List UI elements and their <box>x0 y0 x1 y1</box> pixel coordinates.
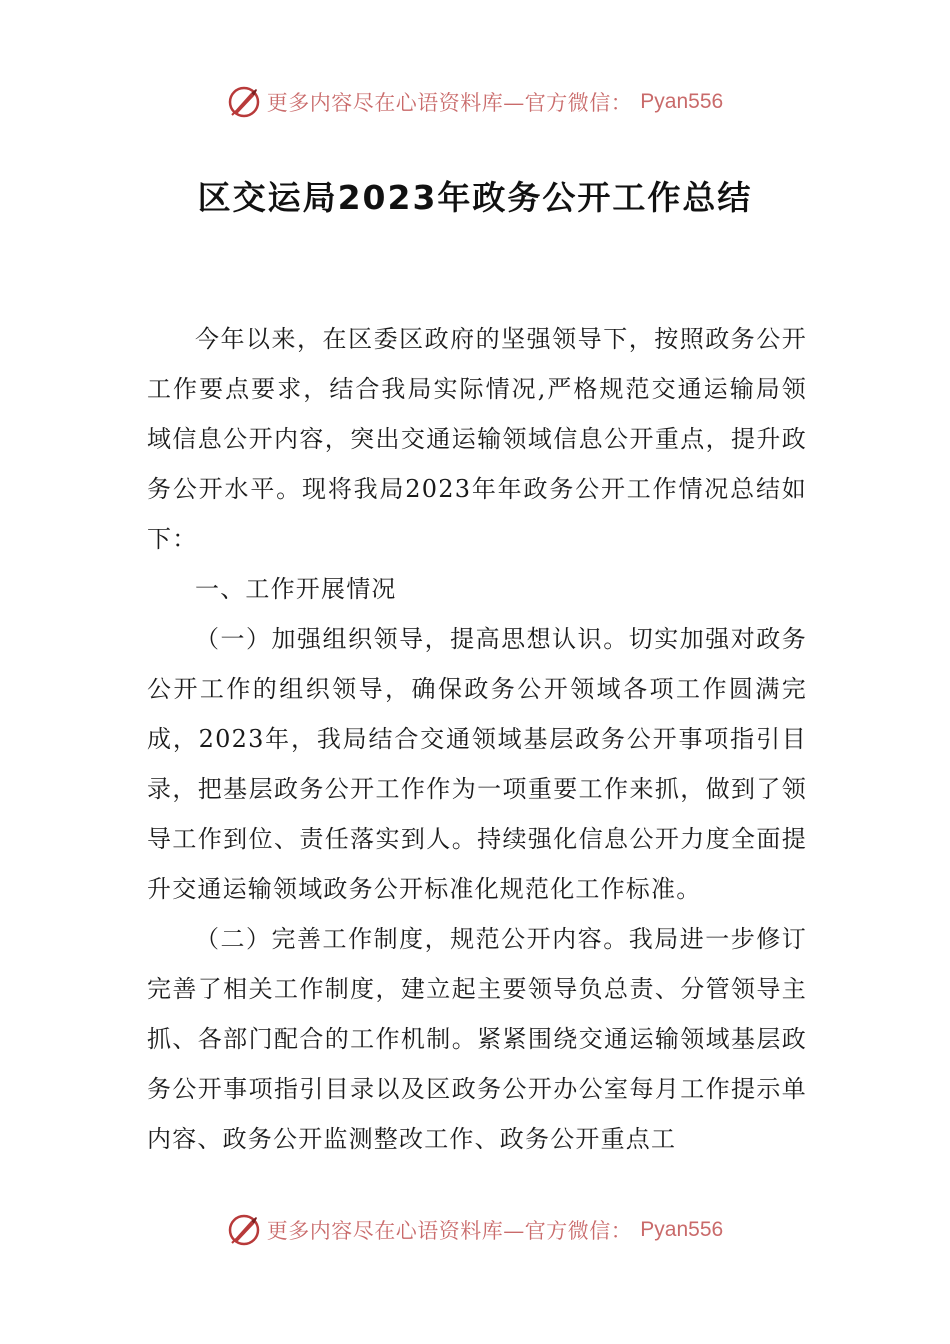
header-watermark <box>0 82 950 122</box>
body-paragraph: （二）完善工作制度，规范公开内容。我局进一步修订完善了相关工作制度，建立起主要领导负总责、分管领导主抓、各部门配合的工作机制。紧紧围绕交通运输领域基层政务公开事项指引目录以及区政务公开办公室每月工作提示单内容、政务公开监测整改工作、政务公开重点工 <box>147 925 807 1153</box>
quill-pen-logo-icon <box>227 85 261 119</box>
quill-pen-logo-icon <box>227 1213 261 1247</box>
section-heading: 一、工作开展情况 <box>195 575 397 603</box>
watermark-wechat-id: Pyan556 <box>640 90 724 113</box>
watermark-text: 更多内容尽在心语资料库—官方微信： <box>266 91 633 115</box>
watermark-text: 更多内容尽在心语资料库—官方微信： <box>266 1219 633 1243</box>
watermark-wechat-id: Pyan556 <box>640 1218 724 1241</box>
footer-watermark <box>0 1210 950 1250</box>
document-body <box>147 314 807 1164</box>
page-title: 区交运局2023年政务公开工作总结 <box>197 178 753 217</box>
body-paragraph: （一）加强组织领导，提高思想认识。切实加强对政务公开工作的组织领导，确保政务公开领域各项工作圆满完成，2023年，我局结合交通领域基层政务公开事项指引目录，把基层政务公开工作作为一项重要工作来抓，做到了领导工作到位、责任落实到人。持续强化信息公开力度全面提升交通运输领域政务公开标准化规范化工作标准。 <box>147 625 807 903</box>
intro-paragraph: 今年以来，在区委区政府的坚强领导下，按照政务公开工作要点要求，结合我局实际情况,严格规范交通运输局领域信息公开内容，突出交通运输领域信息公开重点，提升政务公开水平。现将我局2023年年政务公开工作情况总结如下： <box>147 325 807 553</box>
